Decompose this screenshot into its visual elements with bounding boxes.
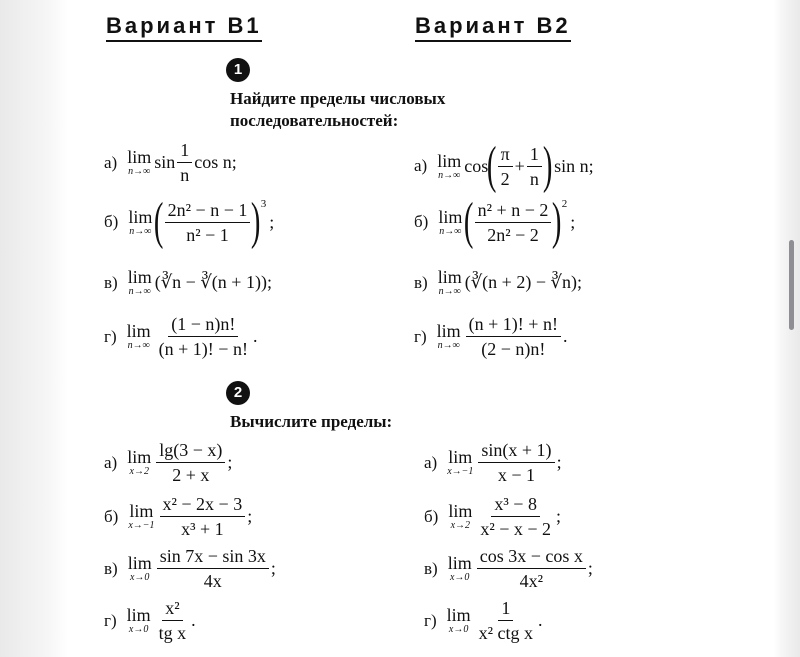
problem-b2-1b (414, 193, 576, 250)
section-1-badge: 1 (226, 58, 250, 82)
problem-b1-1v (104, 268, 272, 297)
section-1-heading-line1: Найдите пределы числовых (230, 89, 446, 108)
parenthesized-expr: ( $\frac{\text{2n² − n − 1}}{\text{n² − 1}}$ ) 3 (154, 193, 267, 250)
fraction: $\frac{\text{x²}}{\text{tg x}}$ (158, 598, 187, 643)
fraction: $\frac{\text{x³ − 8}}{\text{x² − x − 2}}$ (480, 494, 552, 539)
limit-operator: lim x→0 (127, 553, 152, 583)
expr-text: . (538, 610, 543, 630)
page-right-margin (774, 0, 800, 657)
problem-label: а) (414, 156, 428, 175)
expr-text: ; (247, 506, 253, 526)
fraction: $\frac{(n + 1)! + n!}{(2 - n)n!}$ (466, 314, 561, 359)
expr-text: ; (587, 558, 593, 578)
problem-label: в) (424, 558, 438, 578)
expr-text: (∛(n + 2) − ∛n); (464, 272, 582, 292)
problem-b1-1b (104, 193, 275, 250)
section-2-heading: Вычислите пределы: (230, 412, 393, 431)
variant-b2-title: Вариант В2 (415, 14, 571, 42)
parenthesized-expr: ( $\frac{\text{n² + n − 2}}{\text{2n² − 2}}$ ) 2 (464, 193, 568, 250)
limit-operator: lim x→0 (446, 605, 471, 635)
page-left-margin (0, 0, 68, 657)
fraction: $\frac{\text{cos 3x − cos x}}{\text{4x²}}$ (477, 546, 586, 591)
expr-text: cos (464, 155, 489, 176)
expr-text: sin n; (554, 155, 594, 176)
expr-text: cos n; (194, 152, 237, 172)
expr-text: . (562, 326, 568, 346)
limit-operator: lim n→∞ (127, 147, 152, 177)
limit-operator: lim n→∞ (437, 150, 462, 181)
parenthesized-expr: ( $\frac{\pi}{2}$ + $\frac{1}{n}$ ) (487, 137, 553, 194)
section-1-heading (230, 88, 445, 132)
scrollbar-thumb[interactable] (789, 240, 794, 330)
limit-operator: lim n→∞ (126, 321, 151, 351)
problem-label: г) (414, 326, 427, 346)
problem-label: г) (104, 610, 117, 630)
expr-text: ; (556, 506, 562, 526)
problem-b2-2v (424, 546, 593, 591)
fraction: $\frac{\text{x² − 2x − 3}}{\text{x³ + 1}}$ (160, 494, 246, 539)
problem-b1-2b (104, 494, 252, 539)
limit-operator: lim n→∞ (128, 206, 153, 237)
exponent: 2 (561, 198, 568, 210)
problem-b1-1a (104, 140, 237, 185)
limit-operator: lim x→2 (127, 447, 152, 477)
problem-label: в) (104, 272, 118, 292)
expr-text: ; (270, 558, 276, 578)
problem-b1-1g (104, 314, 257, 359)
problem-label: б) (424, 506, 439, 526)
problem-b2-2a (424, 440, 562, 485)
limit-operator: lim n→∞ (438, 206, 463, 237)
problem-b2-1v (414, 268, 582, 297)
fraction: $\frac{1}{n}$ (177, 140, 192, 185)
limit-operator: lim x→−1 (128, 501, 155, 531)
problem-label: а) (424, 452, 438, 472)
problem-b2-2b (424, 494, 561, 539)
problem-b1-2a (104, 440, 232, 485)
limit-operator: lim x→−1 (447, 447, 474, 477)
limit-operator: lim x→0 (126, 605, 151, 635)
problem-label: а) (104, 152, 118, 172)
problem-label: в) (104, 558, 118, 578)
fraction: $\frac{\text{2n² − n − 1}}{\text{n² − 1}}$ (165, 200, 251, 245)
problem-label: б) (414, 212, 429, 231)
section-1-heading-line2: последовательностей: (230, 111, 399, 130)
limit-operator: lim x→0 (447, 553, 472, 583)
fraction: $\frac{1}{\text{x² ctg x}}$ (478, 598, 534, 643)
expr-text: (∛n − ∛(n + 1)); (154, 272, 272, 292)
fraction: $\frac{(1 - n)n!}{(n + 1)! - n!}$ (158, 314, 248, 359)
variant-b1-title: Вариант В1 (106, 14, 262, 42)
problem-b2-1a (414, 137, 594, 194)
problem-b1-2v (104, 546, 276, 591)
section-2-badge: 2 (226, 381, 250, 405)
fraction: $\frac{\text{n² + n − 2}}{\text{2n² − 2}}$ (475, 200, 552, 245)
problem-label: г) (424, 610, 437, 630)
fraction: $\frac{1}{n}$ (527, 144, 542, 189)
expr-text: . (252, 326, 258, 346)
fraction: $\frac{\pi}{2}$ (498, 144, 513, 189)
expr-text: . (191, 610, 196, 630)
problem-b1-2g (104, 598, 196, 643)
problem-label: б) (104, 212, 119, 231)
expr-text: ; (556, 452, 562, 472)
limit-operator: lim n→∞ (437, 267, 462, 297)
expr-text: ; (269, 211, 275, 232)
expr-text: sin (154, 152, 176, 172)
limit-operator: lim n→∞ (127, 267, 152, 297)
limit-operator: lim x→2 (448, 501, 473, 531)
problem-b2-1g (414, 314, 567, 359)
limit-operator: lim n→∞ (436, 321, 461, 351)
exponent: 3 (260, 198, 267, 210)
fraction: $\frac{\sin 7x - \sin 3x}{4x}$ (157, 546, 269, 591)
problem-b2-2g (424, 598, 543, 643)
fraction: $\frac{\lg(3 - x)}{2 + x}$ (156, 440, 225, 485)
expr-text: ; (570, 211, 576, 232)
problem-label: а) (104, 452, 118, 472)
problem-label: г) (104, 326, 117, 346)
problem-label: в) (414, 272, 428, 292)
problem-label: б) (104, 506, 119, 526)
expr-text: ; (227, 452, 233, 472)
fraction: $\frac{\sin(x + 1)}{x - 1}$ (478, 440, 554, 485)
